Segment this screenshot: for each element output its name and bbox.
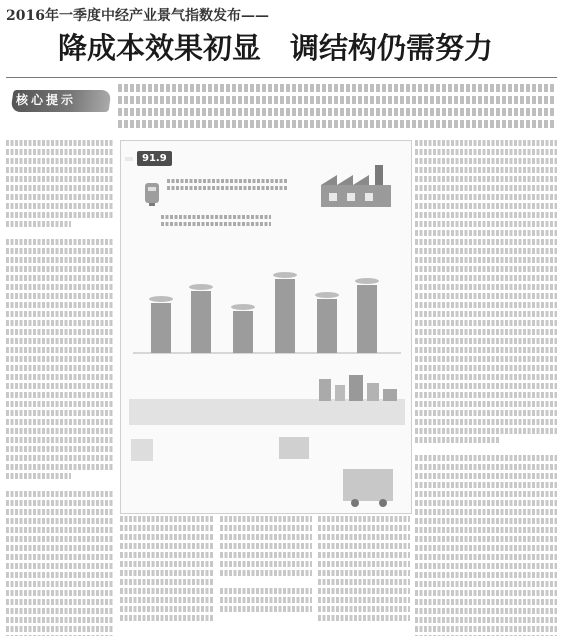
article-headline: 降成本效果初显 调结构仍需努力 [58, 31, 494, 65]
chart-bar-cap [189, 284, 213, 290]
lead-paragraph-placeholder [118, 84, 554, 132]
chart-bar [317, 299, 337, 353]
chart-bar-cap [355, 278, 379, 284]
chart-bar-cap [149, 296, 173, 302]
truck-icon [343, 469, 393, 501]
factory-icon [311, 161, 401, 211]
calendar-icon [131, 439, 153, 461]
infographic-strip [129, 373, 405, 425]
column-right [415, 140, 557, 636]
column-left [6, 140, 114, 636]
infographic-bottom [129, 433, 405, 507]
chart-bar [151, 303, 171, 353]
infographic-value-badge: 91.9 [137, 151, 172, 166]
article-kicker: 2016年一季度中经产业景气指数发布—— [6, 8, 269, 24]
infographic-bar-chart [129, 233, 405, 363]
infographic-callout-placeholder [167, 179, 287, 193]
gauge-icon [141, 179, 163, 207]
chart-bar-cap [315, 292, 339, 298]
chart-bar [357, 285, 377, 353]
document-icon [279, 437, 309, 459]
column-mid-low-a [120, 516, 214, 636]
chart-bar-cap [273, 272, 297, 278]
chart-bar [233, 311, 253, 353]
core-tip-label: 核心提示 [16, 93, 77, 107]
infographic-panel [120, 140, 412, 514]
city-skyline-icon [129, 373, 405, 425]
infographic-header [125, 151, 172, 166]
column-mid-low-c [318, 516, 410, 636]
header-rule [6, 77, 557, 78]
infographic-note-placeholder [161, 215, 271, 229]
chart-bar [275, 279, 295, 353]
chart-bar-cap [231, 304, 255, 310]
core-tip-block [6, 84, 116, 124]
bottom-illustrations [129, 433, 405, 507]
infographic-title [125, 157, 133, 161]
column-mid-low-b [220, 516, 312, 636]
chart-bar [191, 291, 211, 353]
